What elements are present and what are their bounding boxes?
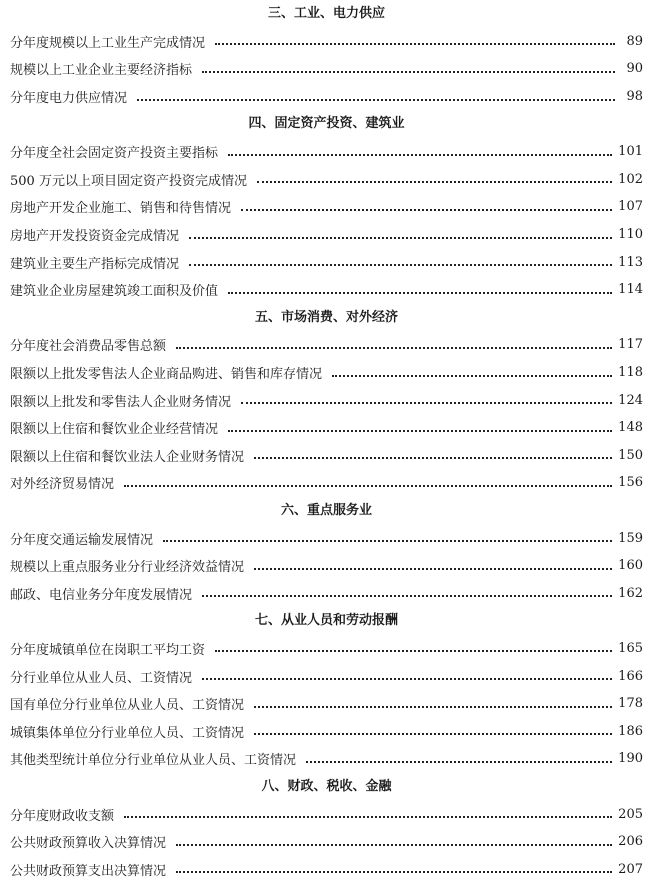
entry-page-number: 150	[618, 447, 643, 463]
dot-leader	[176, 844, 612, 846]
entry-title: 建筑业主要生产指标完成情况	[10, 256, 180, 272]
section-title: 七、从业人员和劳动报酬	[254, 613, 398, 629]
dot-leader	[254, 457, 612, 459]
dot-leader	[228, 292, 612, 294]
entry-title: 分年度规模以上工业生产完成情况	[10, 35, 206, 51]
entry-page-number: 118	[618, 365, 643, 381]
toc-entry[interactable]	[0, 690, 653, 718]
toc-section	[0, 607, 653, 773]
toc-entry[interactable]	[0, 552, 653, 580]
toc-entry[interactable]	[0, 442, 653, 470]
entry-page-number: 165	[618, 640, 643, 656]
entry-title: 分年度全社会固定资产投资主要指标	[10, 146, 219, 162]
toc-entry[interactable]	[0, 717, 653, 745]
entry-page-number: 148	[618, 420, 643, 436]
entry-title: 限额以上住宿和餐饮业法人企业财务情况	[10, 449, 245, 465]
entry-title: 规模以上重点服务业分行业经济效益情况	[10, 560, 245, 576]
entry-title: 对外经济贸易情况	[10, 477, 115, 493]
toc-entry[interactable]	[0, 331, 653, 359]
entry-page-number: 159	[618, 530, 643, 546]
entry-title: 邮政、电信业务分年度发展情况	[10, 587, 193, 603]
section-title: 六、重点服务业	[280, 502, 372, 518]
entry-page-number: 117	[618, 337, 643, 353]
entry-page-number: 156	[618, 475, 643, 491]
entry-title: 限额以上批发和零售法人企业财务情况	[10, 394, 232, 410]
entry-title: 房地产开发投资资金完成情况	[10, 229, 180, 245]
entry-title: 国有单位分行业单位从业人员、工资情况	[10, 698, 245, 714]
dot-leader	[202, 71, 615, 73]
entry-page-number: 190	[618, 751, 643, 767]
toc-entry[interactable]	[0, 55, 653, 83]
entry-title: 限额以上住宿和餐饮业企业经营情况	[10, 422, 219, 438]
toc-section	[0, 497, 653, 607]
entry-title: 其他类型统计单位分行业单位从业人员、工资情况	[10, 753, 297, 769]
dot-leader	[306, 761, 612, 763]
dot-leader	[202, 595, 612, 597]
toc-section	[0, 110, 653, 303]
toc-section	[0, 773, 653, 883]
toc-section	[0, 304, 653, 497]
toc-entry[interactable]	[0, 524, 653, 552]
toc-entry[interactable]	[0, 28, 653, 56]
entry-page-number: 205	[618, 806, 643, 822]
toc-entry[interactable]	[0, 386, 653, 414]
entry-page-number: 166	[618, 668, 643, 684]
toc-entry[interactable]	[0, 248, 653, 276]
section-title: 五、市场消费、对外经济	[254, 309, 398, 325]
dot-leader	[176, 871, 612, 873]
toc-entry[interactable]	[0, 138, 653, 166]
entry-title: 公共财政预算支出决算情况	[10, 863, 167, 879]
dot-leader	[254, 706, 612, 708]
toc-entry[interactable]	[0, 359, 653, 387]
dot-leader	[189, 264, 612, 266]
dot-leader	[254, 568, 612, 570]
toc-entry[interactable]	[0, 221, 653, 249]
dot-leader	[332, 375, 612, 377]
dot-leader	[228, 430, 612, 432]
toc-entry[interactable]	[0, 745, 653, 773]
entry-page-number: 186	[618, 723, 643, 739]
dot-leader	[202, 678, 612, 680]
entry-title: 规模以上工业企业主要经济指标	[10, 63, 193, 79]
entry-page-number: 178	[618, 696, 643, 712]
dot-leader	[124, 816, 612, 818]
entry-page-number: 124	[618, 392, 643, 408]
entry-title: 限额以上批发零售法人企业商品购进、销售和库存情况	[10, 367, 323, 383]
entry-title: 公共财政预算收入决算情况	[10, 836, 167, 852]
dot-leader	[257, 181, 612, 183]
section-title: 四、固定资产投资、建筑业	[248, 116, 405, 132]
dot-leader	[228, 154, 612, 156]
toc-section	[0, 0, 653, 110]
entry-title: 500 万元以上项目固定资产投资完成情况	[10, 173, 247, 189]
toc-entry[interactable]	[0, 828, 653, 856]
entry-title: 城镇集体单位分行业单位人员、工资情况	[10, 725, 245, 741]
entry-page-number: 101	[618, 144, 643, 160]
entry-page-number: 114	[618, 282, 643, 298]
dot-leader	[215, 43, 615, 45]
dot-leader	[241, 209, 612, 211]
entry-page-number: 113	[618, 254, 643, 270]
section-title: 八、财政、税收、金融	[261, 778, 392, 794]
dot-leader	[124, 485, 612, 487]
entry-title: 房地产开发企业施工、销售和待售情况	[10, 201, 232, 217]
entry-page-number: 206	[618, 834, 643, 850]
entry-page-number: 90	[626, 61, 643, 77]
dot-leader	[176, 347, 612, 349]
toc-entry[interactable]	[0, 662, 653, 690]
entry-title: 分行业单位从业人员、工资情况	[10, 670, 193, 686]
dot-leader	[215, 650, 612, 652]
entry-page-number: 107	[618, 199, 643, 215]
entry-title: 建筑业企业房屋建筑竣工面积及价值	[10, 284, 219, 300]
toc-entry[interactable]	[0, 469, 653, 497]
entry-page-number: 162	[618, 585, 643, 601]
entry-title: 分年度社会消费品零售总额	[10, 339, 167, 355]
toc-entry[interactable]	[0, 414, 653, 442]
dot-leader	[241, 402, 612, 404]
entry-page-number: 98	[626, 89, 643, 105]
entry-page-number: 110	[618, 227, 643, 243]
toc-entry[interactable]	[0, 800, 653, 828]
entry-page-number: 160	[618, 558, 643, 574]
entry-title: 分年度交通运输发展情况	[10, 532, 154, 548]
dot-leader	[163, 540, 612, 542]
toc-entry[interactable]	[0, 166, 653, 194]
entry-title: 分年度城镇单位在岗职工平均工资	[10, 642, 206, 658]
toc-entry[interactable]	[0, 855, 653, 883]
entry-page-number: 89	[626, 33, 643, 49]
dot-leader	[137, 99, 615, 101]
toc-entry[interactable]	[0, 83, 653, 111]
entry-page-number: 102	[618, 171, 643, 187]
entry-title: 分年度电力供应情况	[10, 91, 128, 107]
entry-title: 分年度财政收支额	[10, 808, 115, 824]
section-title: 三、工业、电力供应	[267, 6, 385, 21]
toc-entry[interactable]	[0, 635, 653, 663]
dot-leader	[254, 733, 612, 735]
toc-entry[interactable]	[0, 579, 653, 607]
dot-leader	[189, 237, 612, 239]
toc-entry[interactable]	[0, 193, 653, 221]
toc-entry[interactable]	[0, 276, 653, 304]
entry-page-number: 207	[618, 861, 643, 877]
